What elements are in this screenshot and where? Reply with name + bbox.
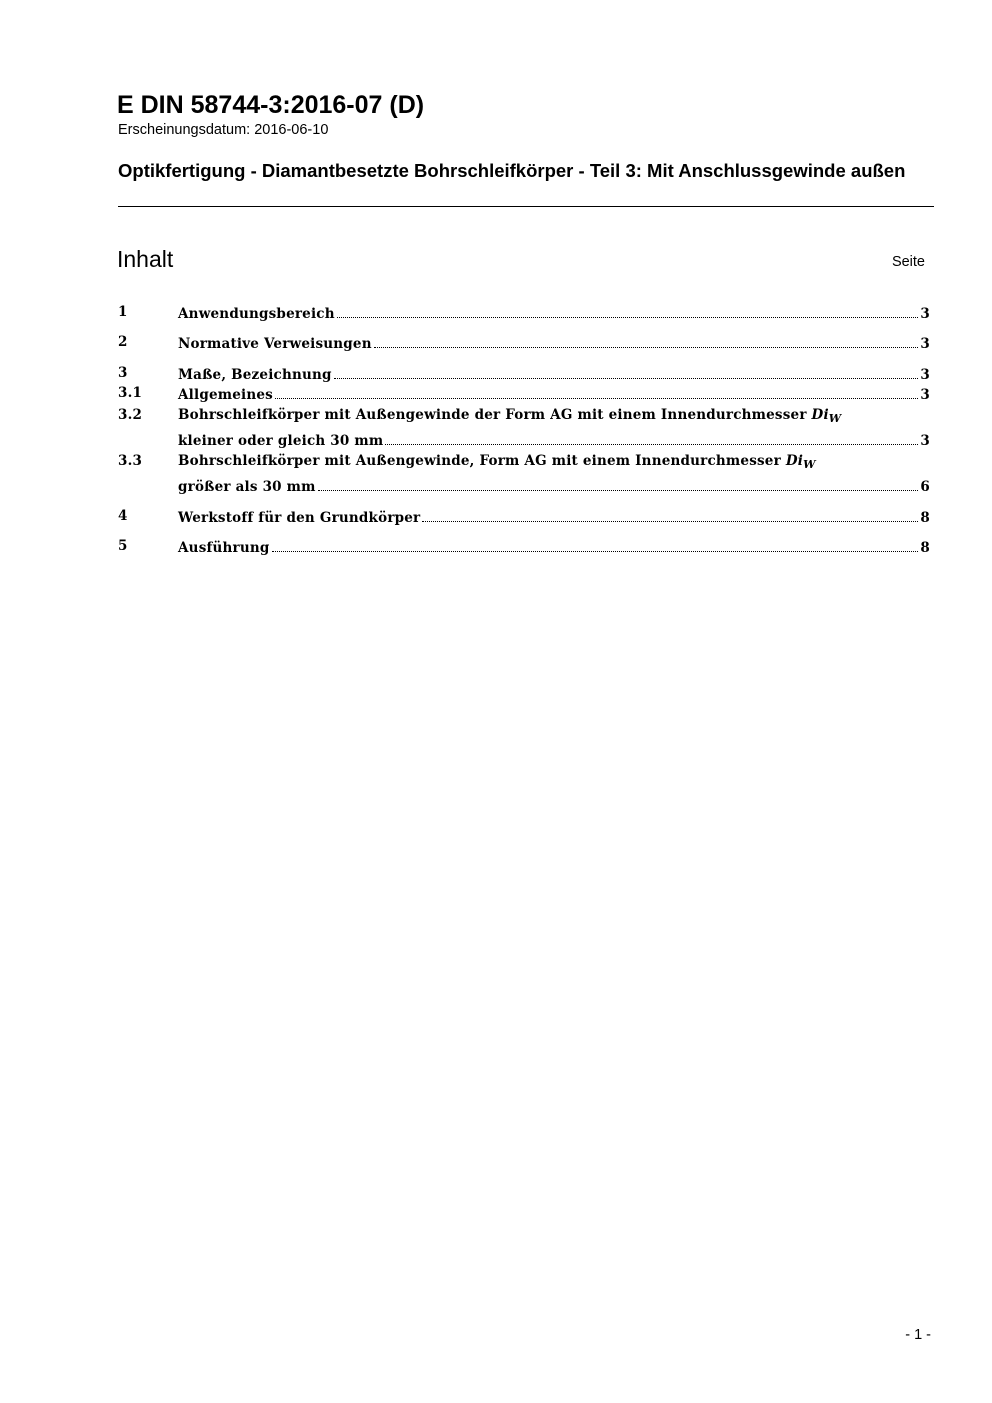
- toc-entry-number: 2: [118, 334, 128, 350]
- toc-leader-dots: [275, 383, 918, 399]
- page-number: - 1 -: [905, 1327, 931, 1343]
- toc-entry-3-2[interactable]: [118, 405, 930, 426]
- toc-leader-dots: [374, 332, 919, 348]
- toc-entry-label[interactable]: Ausführung: [178, 540, 270, 556]
- toc-entry-page[interactable]: 3: [920, 367, 930, 383]
- toc-entry-page[interactable]: 6: [920, 479, 930, 495]
- toc-entry-page[interactable]: 3: [920, 336, 930, 352]
- toc-entry-number: 1: [118, 304, 128, 320]
- toc-leader-dots: [422, 506, 918, 522]
- toc-entry-3-1[interactable]: [118, 383, 930, 404]
- toc-entry-label[interactable]: Maße, Bezeichnung: [178, 367, 332, 383]
- math-symbol: $Di_W$: [811, 407, 842, 425]
- toc-entry-page[interactable]: 3: [920, 433, 930, 449]
- toc-entry-page[interactable]: 8: [920, 540, 930, 556]
- toc-entry-3[interactable]: [118, 363, 930, 384]
- toc-entry-label[interactable]: Normative Verweisungen: [178, 336, 372, 352]
- toc-entry-label[interactable]: Bohrschleifkörper mit Außengewinde der Form AG mit einem Innendurchmesser: [178, 407, 807, 423]
- toc-entry-3-3[interactable]: [118, 451, 930, 472]
- toc-entry-page[interactable]: 8: [920, 510, 930, 526]
- toc-entry-label-continuation[interactable]: größer als 30 mm: [178, 479, 316, 495]
- toc-entry-number: 3.1: [118, 385, 143, 401]
- toc-leader-dots: [318, 475, 919, 491]
- toc-entry-label[interactable]: Allgemeines: [178, 387, 273, 403]
- toc-entry-5[interactable]: [118, 536, 930, 557]
- toc-entry-number: 3.3: [118, 453, 143, 469]
- publication-date: Erscheinungsdatum: 2016-06-10: [118, 122, 329, 138]
- toc-entry-number: 3: [118, 365, 128, 381]
- toc-entry-4[interactable]: [118, 506, 930, 527]
- toc-entry-page[interactable]: 3: [920, 306, 930, 322]
- toc-leader-dots: [337, 302, 919, 318]
- toc-entry-3-2-continuation[interactable]: [118, 429, 930, 450]
- page-column-label: Seite: [891, 254, 925, 270]
- toc-entry-page[interactable]: 3: [920, 387, 930, 403]
- document-id: E DIN 58744-3:2016-07 (D): [117, 91, 425, 119]
- toc-heading: Inhalt: [117, 246, 174, 272]
- toc-entry-number: 3.2: [118, 407, 143, 423]
- toc-entry-1[interactable]: [118, 302, 930, 323]
- math-symbol: $Di_W$: [785, 453, 816, 471]
- document-title: Optikfertigung - Diamantbesetzte Bohrschleifkörper - Teil 3: Mit Anschlussgewinde außen: [118, 160, 906, 181]
- toc-entry-number: 5: [118, 538, 128, 554]
- toc-leader-dots: [272, 536, 919, 552]
- title-divider: [118, 206, 934, 207]
- toc-leader-dots: [334, 363, 919, 379]
- toc-entry-2[interactable]: [118, 332, 930, 353]
- toc-entry-label-continuation[interactable]: kleiner oder gleich 30 mm: [178, 433, 384, 449]
- toc-leader-dots: [385, 429, 918, 445]
- toc-entry-3-3-continuation[interactable]: [118, 475, 930, 496]
- toc-entry-number: 4: [118, 508, 128, 524]
- toc-entry-label[interactable]: Bohrschleifkörper mit Außengewinde, Form AG mit einem Innendurchmesser: [178, 453, 781, 469]
- toc-entry-label[interactable]: Werkstoff für den Grundkörper: [178, 510, 421, 526]
- toc-entry-label[interactable]: Anwendungsbereich: [178, 306, 335, 322]
